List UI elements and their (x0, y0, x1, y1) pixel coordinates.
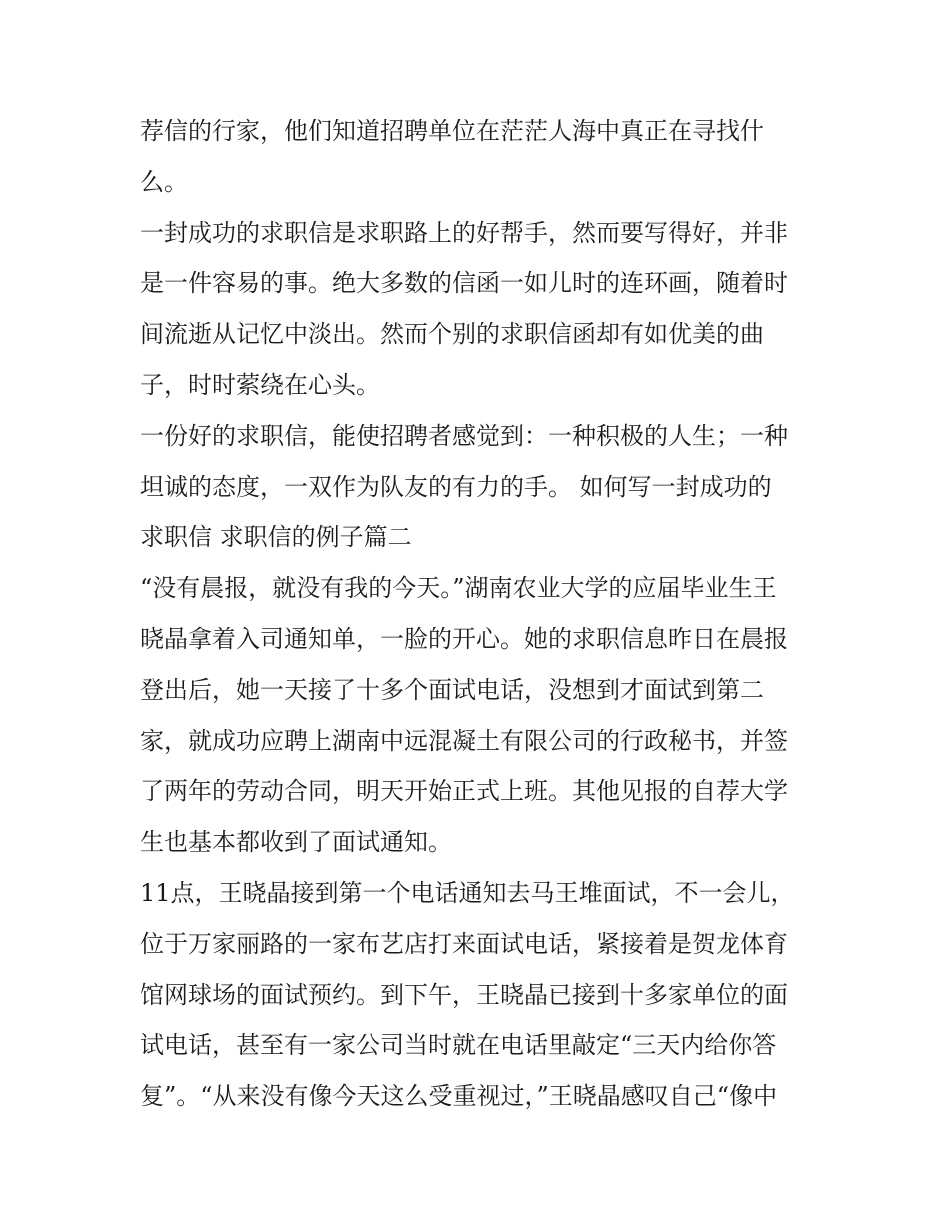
text-line: 位于万家丽路的一家布艺店打来面试电话，紧接着是贺龙体育 (140, 929, 788, 958)
text-line: 么。 (140, 167, 188, 196)
text-line: 生也基本都收到了面试通知。 (140, 828, 452, 857)
text-line: 了两年的劳动合同，明天开始正式上班。其他见报的自荐大学 (140, 777, 788, 806)
text-line: 复”。“从来没有像今天这么受重视过，”王晓晶感叹自己“像中 (140, 1082, 778, 1111)
text-line: 荐信的行家，他们知道招聘单位在茫茫人海中真正在寻找什 (140, 117, 764, 145)
text-line: 馆网球场的面试预约。到下午，王晓晶已接到十多家单位的面 (140, 980, 788, 1009)
text-line: 11点，王晓晶接到第一个电话通知去马王堆面试，不一会儿， (140, 878, 795, 907)
text-line: 间流逝从记忆中淡出。然而个别的求职信函却有如优美的曲 (140, 320, 764, 349)
text-line: 登出后，她一天接了十多个面试电话，没想到才面试到第二 (140, 675, 764, 704)
text-line: 是一件容易的事。绝大多数的信函一如儿时的连环画，随着时 (140, 269, 788, 298)
document-body (140, 106, 820, 1122)
text-line: 试电话，甚至有一家公司当时就在电话里敲定“三天内给你答 (140, 1031, 777, 1060)
text-line: 子，时时萦绕在心头。 (140, 370, 380, 399)
text-line: 晓晶拿着入司通知单，一脸的开心。她的求职信息昨日在晨报 (140, 624, 788, 653)
text-line: 坦诚的态度，一双作为队友的有力的手。 如何写一封成功的 (140, 472, 772, 501)
text-line: 家，就成功应聘上湖南中远混凝土有限公司的行政秘书，并签 (140, 726, 788, 755)
text-line: 求职信 求职信的例子篇二 (140, 523, 412, 552)
text-line: “没有晨报，就没有我的今天。”湖南农业大学的应届毕业生王 (140, 574, 777, 603)
text-line: 一份好的求职信，能使招聘者感觉到：一种积极的人生；一种 (140, 421, 788, 450)
text-line: 一封成功的求职信是求职路上的好帮手，然而要写得好，并非 (140, 218, 788, 247)
